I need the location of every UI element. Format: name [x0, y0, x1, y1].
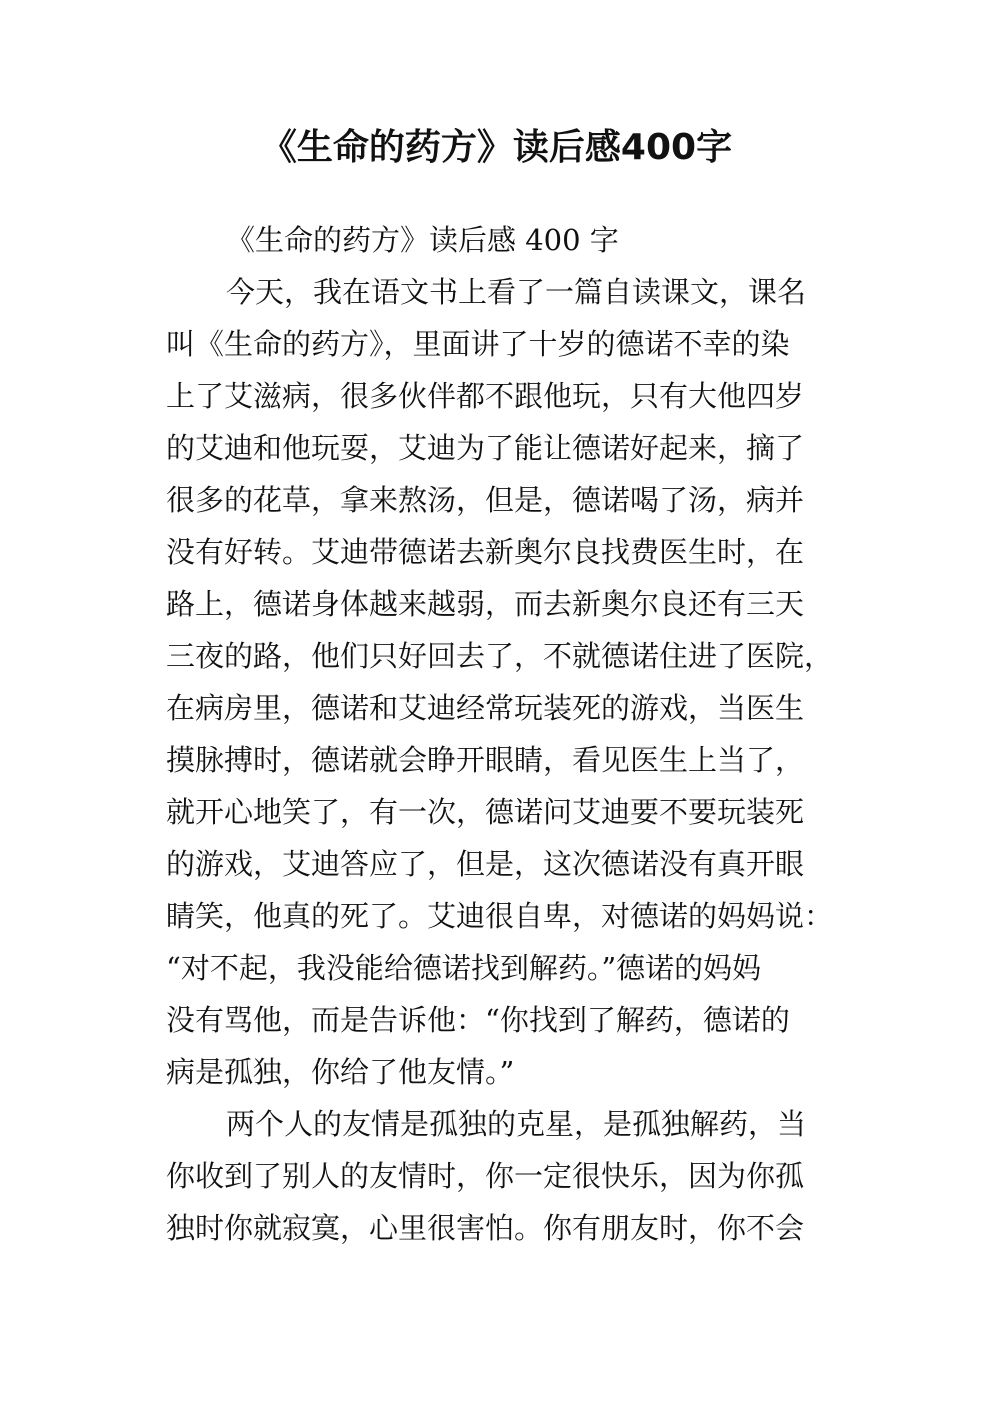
subtitle-line: 《生命的药方》读后感 400 字 [226, 223, 619, 257]
paragraph-line: 上了艾滋病，很多伙伴都不跟他玩，只有大他四岁 [166, 379, 805, 413]
paragraph-line: 的游戏，艾迪答应了，但是，这次德诺没有真开眼 [166, 847, 805, 881]
paragraph-line: 在病房里，德诺和艾迪经常玩装死的游戏，当医生 [166, 691, 805, 725]
document-body [166, 214, 838, 1254]
paragraph-line: 的艾迪和他玩耍，艾迪为了能让德诺好起来，摘了 [166, 431, 805, 465]
paragraph-line: 睛笑，他真的死了。艾迪很自卑，对德诺的妈妈说： [166, 899, 834, 933]
paragraph-line: 你收到了别人的友情时，你一定很快乐，因为你孤 [166, 1159, 805, 1193]
paragraph-line: 没有骂他，而是告诉他：“你找到了解药，德诺的 [166, 1003, 790, 1037]
paragraph-line: 叫《生命的药方》，里面讲了十岁的德诺不幸的染 [166, 327, 790, 361]
paragraph-line: 摸脉搏时，德诺就会睁开眼睛，看见医生上当了， [166, 743, 805, 777]
paragraph-line: 三夜的路，他们只好回去了，不就德诺住进了医院， [166, 639, 834, 673]
paragraph-line: 没有好转。艾迪带德诺去新奥尔良找费医生时，在 [166, 535, 805, 569]
paragraph-line: 两个人的友情是孤独的克星，是孤独解药，当 [226, 1107, 807, 1141]
paragraph-line: “对不起，我没能给德诺找到解药。”德诺的妈妈 [166, 951, 762, 985]
paragraph-line: 独时你就寂寞，心里很害怕。你有朋友时，你不会 [166, 1211, 805, 1245]
paragraph-line: 就开心地笑了，有一次，德诺问艾迪要不要玩装死 [166, 795, 805, 829]
paragraph-line: 今天，我在语文书上看了一篇自读课文，课名 [226, 275, 807, 309]
paragraph-line: 病是孤独，你给了他友情。” [166, 1055, 515, 1089]
document-title: 《生命的药方》读后感400字 [260, 127, 733, 168]
paragraph-line: 很多的花草，拿来熬汤，但是，德诺喝了汤，病并 [166, 483, 805, 517]
paragraph-line: 路上，德诺身体越来越弱，而去新奥尔良还有三天 [166, 587, 805, 621]
